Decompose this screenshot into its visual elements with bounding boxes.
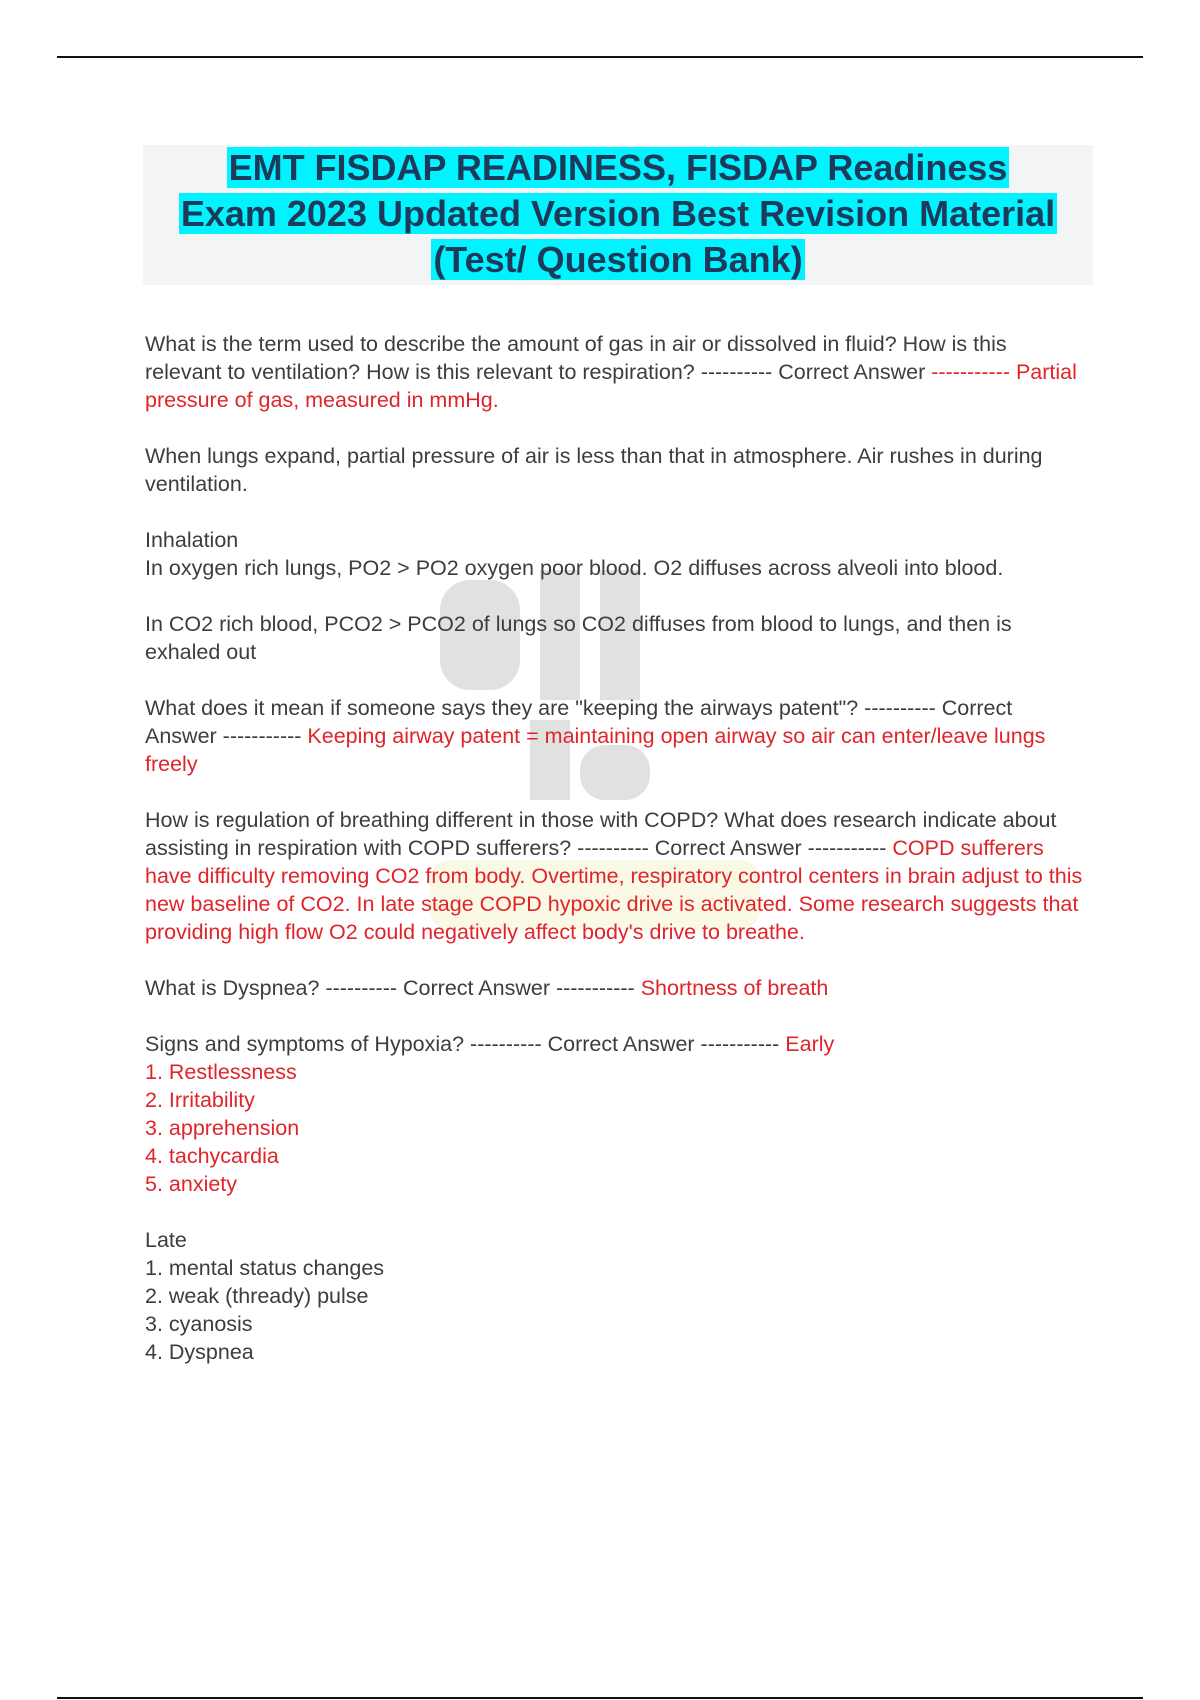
question-airway-patent bbox=[145, 694, 1085, 778]
question-text: What is Dyspnea? ---------- Correct Answer ----------- bbox=[145, 976, 641, 1000]
document-body bbox=[145, 330, 1085, 1394]
late-label: Late bbox=[145, 1228, 187, 1252]
question-dyspnea bbox=[145, 974, 1085, 1002]
inhalation-text: In oxygen rich lungs, PO2 > PO2 oxygen poor blood. O2 diffuses across alveoli into blood. bbox=[145, 556, 1004, 580]
list-item: 3. cyanosis bbox=[145, 1312, 253, 1336]
list-item: 5. anxiety bbox=[145, 1172, 238, 1196]
question-text: What does it mean if someone says they are "keeping the airways patent"? ---------- Correct Answer ----------- bbox=[145, 696, 1013, 748]
list-item: 2. weak (thready) pulse bbox=[145, 1284, 369, 1308]
list-item: 4. Dyspnea bbox=[145, 1340, 254, 1364]
answer-text: ----------- Partial pressure of gas, measured in mmHg. bbox=[145, 360, 1077, 412]
title-box bbox=[143, 145, 1093, 285]
list-item: 3. apprehension bbox=[145, 1116, 300, 1140]
question-text: Signs and symptoms of Hypoxia? ---------- Correct Answer ----------- bbox=[145, 1032, 786, 1056]
question-hypoxia bbox=[145, 1030, 1085, 1198]
list-item: 2. Irritability bbox=[145, 1088, 255, 1112]
answer-text: Shortness of breath bbox=[640, 976, 829, 1000]
paragraph-lungs-expand: When lungs expand, partial pressure of air is less than that in atmosphere. Air rushes in during ventilation. bbox=[145, 444, 1043, 496]
answer-text: COPD sufferers have difficulty removing CO2 from body. Overtime, respiratory control centers in brain adjust to this new baseline of CO2. In late stage COPD hypoxic drive is activated. Some research suggests that providing high flow O2 could negatively affect body's drive to breathe. bbox=[145, 836, 1083, 944]
answer-label-early: Early bbox=[785, 1032, 835, 1056]
inhalation-label: Inhalation bbox=[145, 528, 239, 552]
question-text: How is regulation of breathing different in those with COPD? What does research indicate about assisting in respiration with COPD sufferers? ---------- Correct Answer ----------- bbox=[145, 808, 1057, 860]
document-title: EMT FISDAP READINESS, FISDAP Readiness Exam 2023 Updated Version Best Revision Material (Test/ Question Bank) bbox=[180, 147, 1056, 280]
paragraph-inhalation bbox=[145, 526, 1085, 582]
list-item: 1. mental status changes bbox=[145, 1256, 385, 1280]
question-text: What is the term used to describe the amount of gas in air or dissolved in fluid? How is this relevant to ventilation? How is this relevant to respiration? ---------- Correct Answer bbox=[145, 332, 1007, 384]
bottom-rule bbox=[57, 1697, 1143, 1699]
list-item: 1. Restlessness bbox=[145, 1060, 297, 1084]
question-partial-pressure bbox=[145, 330, 1085, 414]
list-item: 4. tachycardia bbox=[145, 1144, 279, 1168]
top-rule bbox=[57, 56, 1143, 58]
question-copd bbox=[145, 806, 1085, 946]
late-signs bbox=[145, 1226, 1085, 1366]
paragraph-co2: In CO2 rich blood, PCO2 > PCO2 of lungs so CO2 diffuses from blood to lungs, and then is exhaled out bbox=[145, 612, 1012, 664]
answer-text: Keeping airway patent = maintaining open airway so air can enter/leave lungs freely bbox=[145, 724, 1046, 776]
